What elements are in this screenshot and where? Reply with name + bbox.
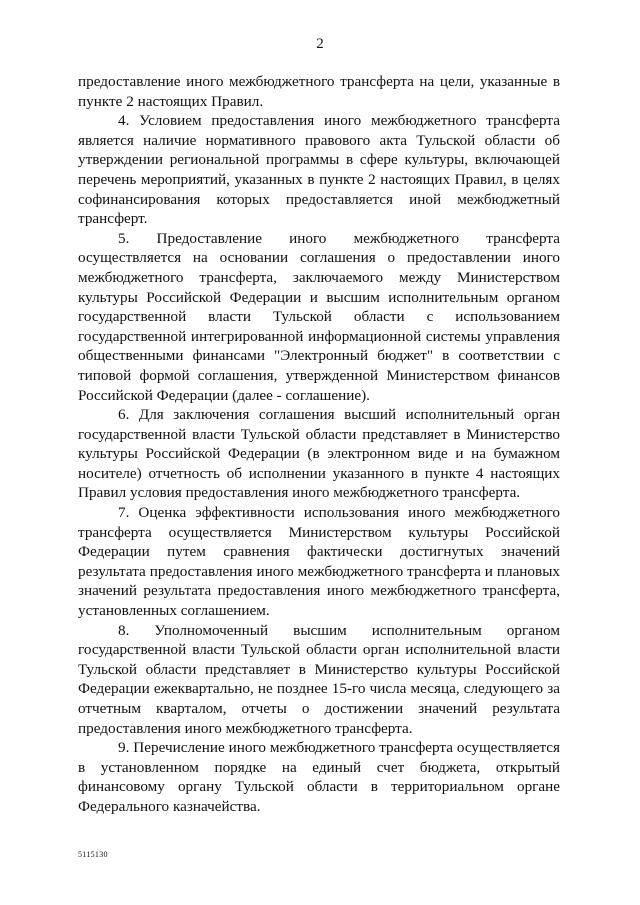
paragraph-4: 4. Условием предоставления иного межбюджетного трансферта является наличие нормативного правового акта Тульской области об утверждении региональной программы в сфере культуры, включающей перечень мероприятий, указанных в пункте 2 настоящих Правил, в целях софинансирования которых предоставляется иной межбюджетный трансферт. [78, 112, 560, 228]
document-code: 5115130 [78, 850, 108, 859]
page-number: 2 [316, 36, 324, 52]
paragraph-9: 9. Перечисление иного межбюджетного трансферта осуществляется в установленном порядке на единый счет бюджета, открытый финансовому органу Тульской области в территориальном органе Федерального казначейства. [78, 739, 560, 815]
paragraph-continuation: предоставление иного межбюджетного трансферта на цели, указанные в пункте 2 настоящих Правил. [78, 73, 560, 110]
paragraph-7: 7. Оценка эффективности использования иного межбюджетного трансферта осуществляется Министерством культуры Российской Федерации путем сравнения фактически достигнутых значений результата предоставления иного межбюджетного трансферта и плановых значений результата предоставления иного межбюджетного трансферта, установленных соглашением. [78, 504, 560, 620]
paragraph-5: 5. Предоставление иного межбюджетного трансферта осуществляется на основании соглашения о предоставлении иного межбюджетного трансферта, заключаемого между Министерством культуры Российской Федерации и высшим исполнительным органом государственной власти Тульской области с использованием государственной интегрированной информационной системы управления общественными финансами "Электронный бюджет" в соответствии с типовой формой соглашения, утвержденной Министерством финансов Российской Федерации (далее - соглашение). [78, 229, 560, 404]
paragraph-8: 8. Уполномоченный высшим исполнительным органом государственной власти Тульской области орган исполнительной власти Тульской области представляет в Министерство культуры Российской Федерации ежеквартально, не позднее 15-го числа месяца, следующего за отчетным кварталом, отчеты о достижении значений результата предоставления иного межбюджетного трансферта. [78, 621, 560, 737]
paragraph-6: 6. Для заключения соглашения высший исполнительный орган государственной власти Тульской области представляет в Министерство культуры Российской Федерации (в электронном виде и на бумажном носителе) отчетность об исполнении указанного в пункте 4 настоящих Правил условия предоставления иного межбюджетного трансферта. [78, 406, 560, 502]
document-body [78, 72, 560, 817]
